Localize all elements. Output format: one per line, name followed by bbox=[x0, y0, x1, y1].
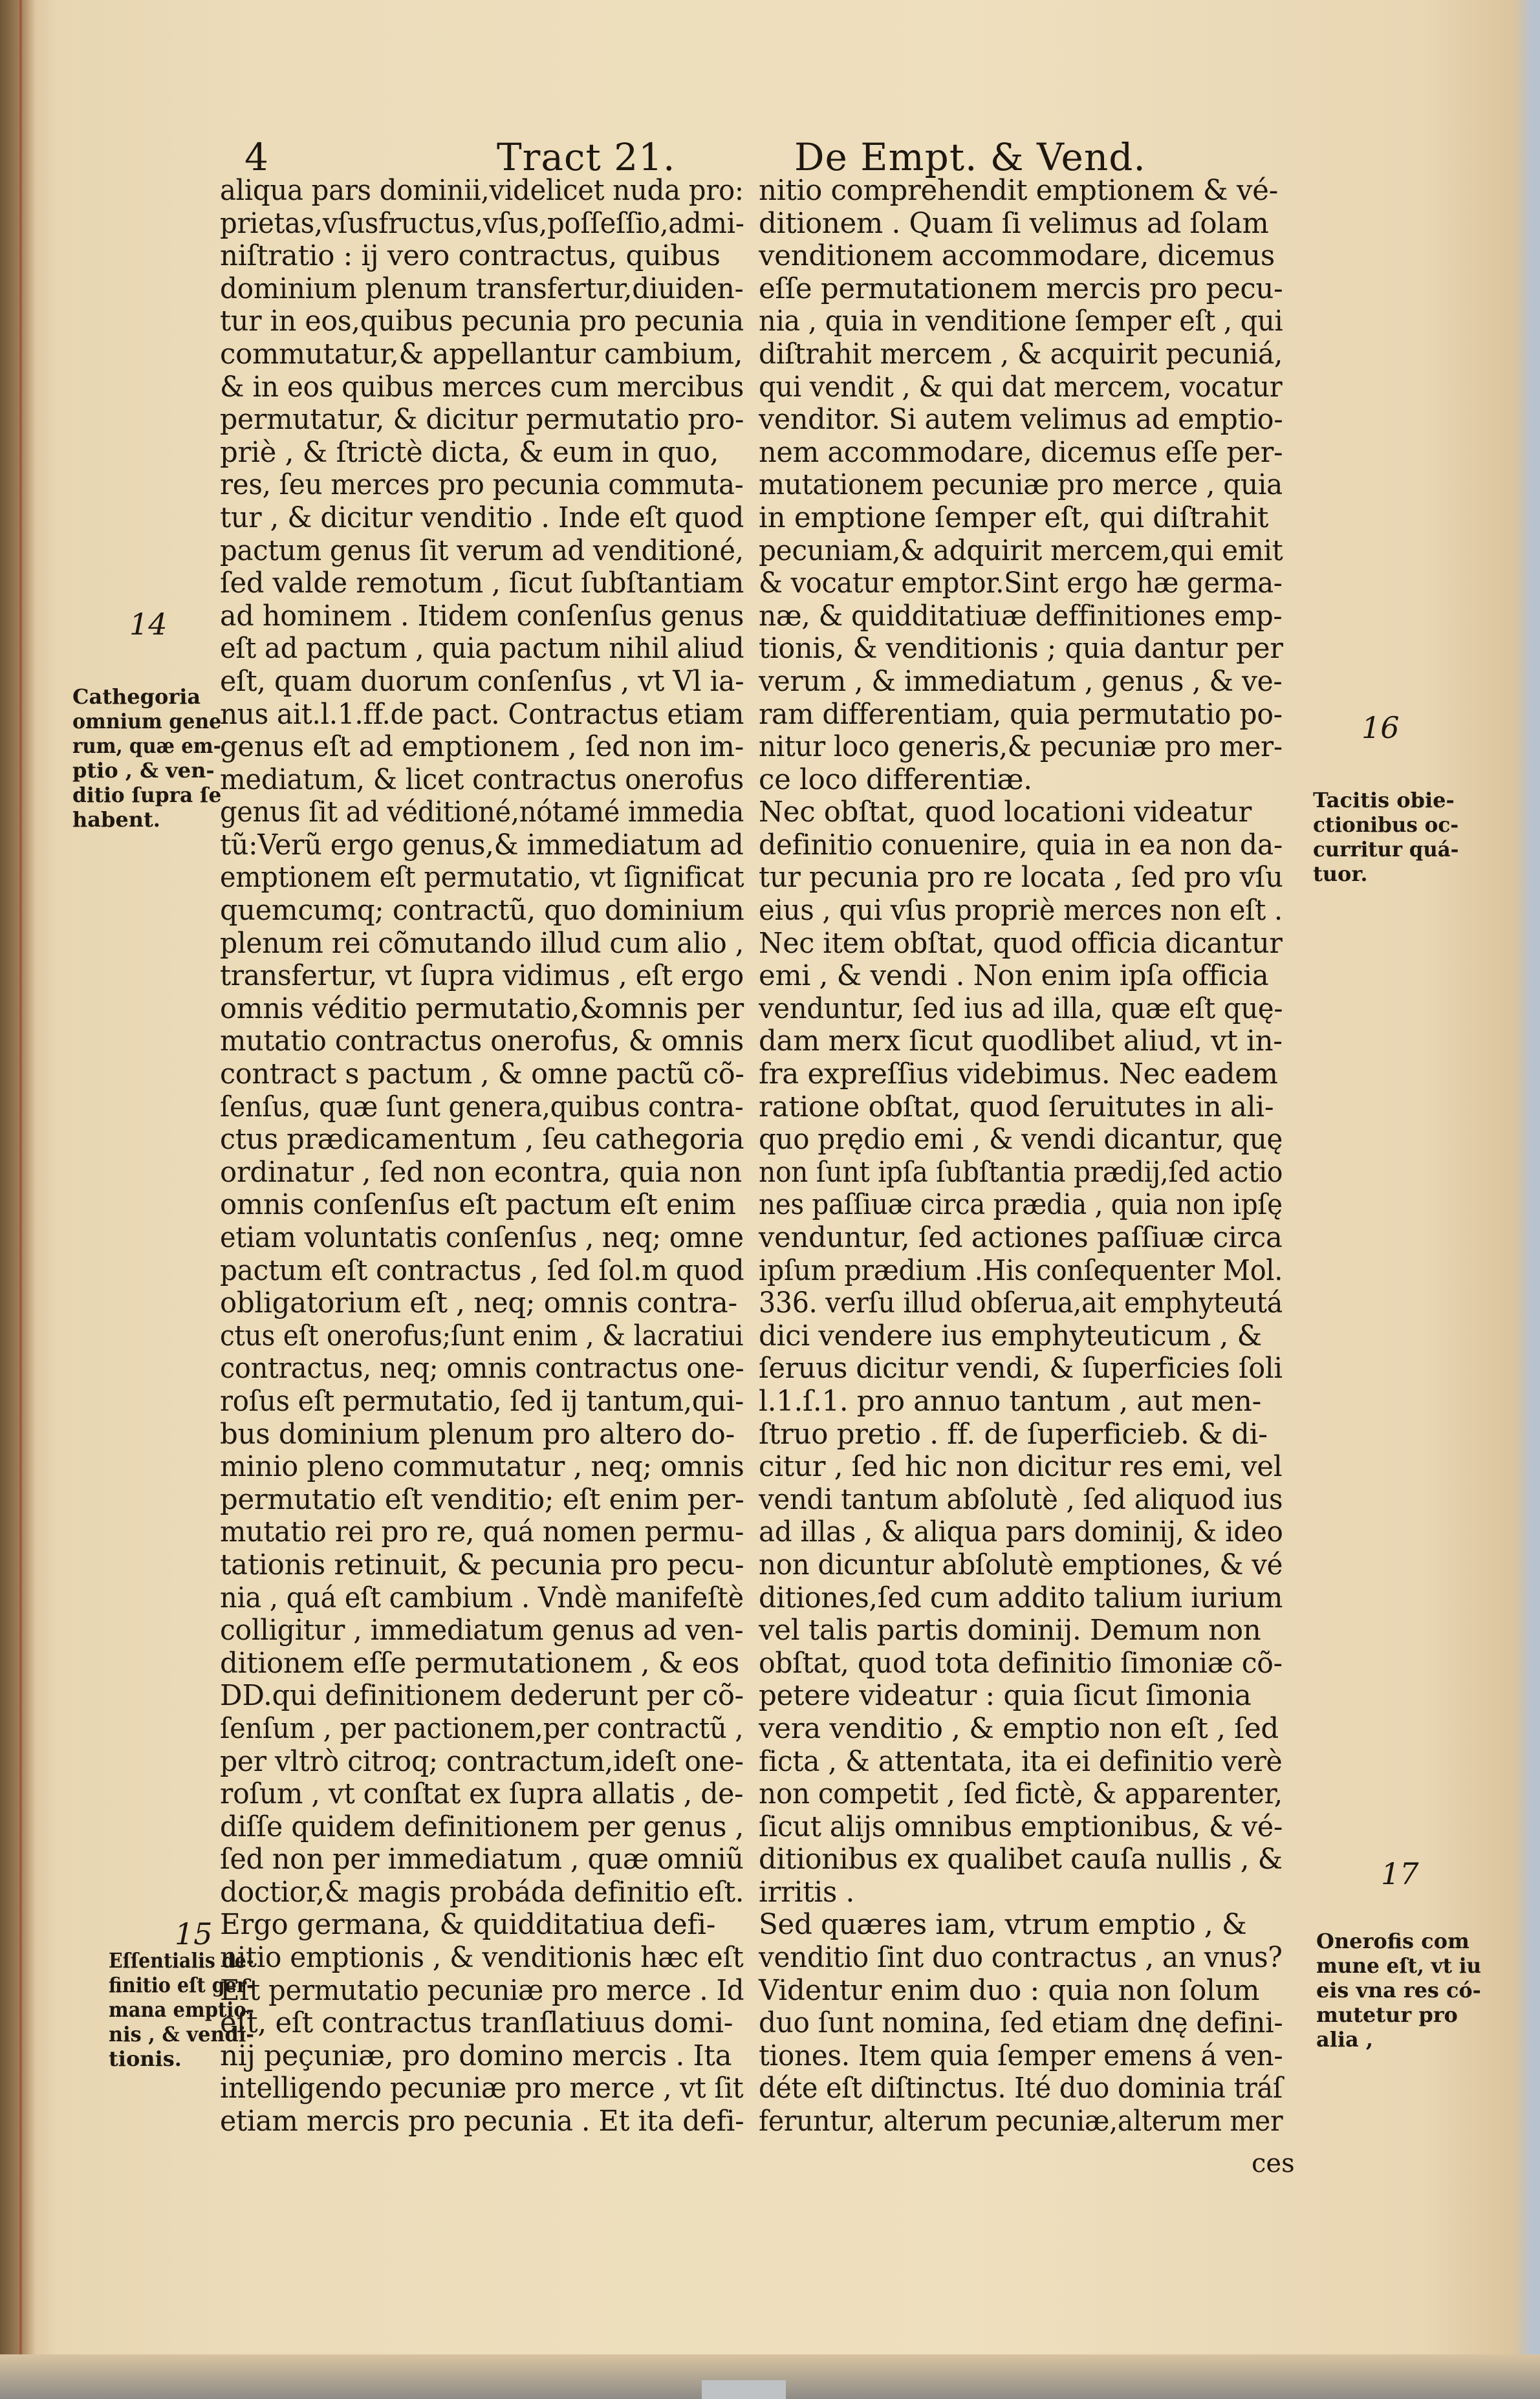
text-line: ditionem . Quam ſi velimus ad ſolam bbox=[759, 207, 1269, 240]
margin-note-line: mune eſt, vt iu bbox=[1316, 1953, 1482, 1978]
margin-note-line: habent. bbox=[72, 807, 160, 832]
text-line: ditionem eſſe permutationem , & eos bbox=[220, 1647, 740, 1680]
text-line: niſtratio : ij vero contractus, quibus bbox=[220, 240, 721, 273]
text-line: nitio emptionis , & venditionis hæc eſt bbox=[220, 1942, 744, 1975]
text-line: mediatum, & licet contractus onerofus bbox=[220, 763, 744, 796]
text-line: ſeruus dicitur vendi, & ſuperficies ſoli bbox=[759, 1352, 1283, 1385]
text-line: ce loco differentiæ. bbox=[759, 763, 1032, 796]
text-line: ditionibus ex qualibet cauſa nullis , & bbox=[759, 1843, 1283, 1876]
text-line: l.1.ſ.1. pro annuo tantum , aut men- bbox=[759, 1385, 1261, 1418]
text-line: nitur loco generis,& pecuniæ pro mer- bbox=[759, 731, 1283, 764]
text-line: 336. verſu illud obſerua,ait emphyteutá bbox=[759, 1287, 1283, 1320]
text-line: vel talis partis dominij. Demum non bbox=[759, 1614, 1261, 1647]
text-line: nia , quia in venditione ſemper eſt , qui bbox=[759, 305, 1283, 338]
text-line: feruntur, alterum pecuniæ,alterum mer bbox=[759, 2105, 1283, 2138]
text-line: ad illas , & aliqua pars dominij, & ideo bbox=[759, 1516, 1283, 1549]
margin-note-line: ctionibus oc- bbox=[1313, 812, 1459, 837]
text-line: genus ſit ad véditioné,nótamé immedia bbox=[220, 796, 744, 829]
margin-note-line: nis , & vendi- bbox=[109, 2022, 254, 2046]
text-line: eſſe permutationem mercis pro pecu- bbox=[759, 272, 1283, 305]
text-line: Nec obſtat, quod locationi videatur bbox=[759, 796, 1252, 829]
text-line: pactum genus ſit verum ad venditioné, bbox=[220, 534, 744, 567]
text-line: prietas,vſusfructus,vſus,poſſeſſio,admi- bbox=[220, 207, 744, 240]
text-line: & in eos quibus merces cum mercibus bbox=[220, 371, 744, 404]
margin-note-line: Cathegoria bbox=[72, 684, 201, 709]
text-line: mutatio contractus onerofus, & omnis bbox=[220, 1025, 744, 1058]
text-line: ordinatur , ſed non econtra, quia non bbox=[220, 1156, 742, 1189]
text-line: pactum eſt contractus , ſed ſol.m quod bbox=[220, 1254, 744, 1287]
text-line: aliqua pars dominii,videlicet nuda pro: bbox=[220, 175, 744, 207]
text-line: pecuniam,& adquirit mercem,qui emit bbox=[759, 534, 1283, 567]
text-line: diſſe quidem definitionem per genus , bbox=[220, 1810, 744, 1843]
left-text-column bbox=[220, 175, 780, 2138]
text-line: nes paſſiuæ circa prædia , quia non ipſę bbox=[759, 1189, 1283, 1222]
text-line: emi , & vendi . Non enim ipſa officia bbox=[759, 960, 1269, 993]
margin-note-line: ptio , & ven- bbox=[72, 758, 215, 783]
text-line: eſt ad pactum , quia pactum nihil aliud bbox=[220, 633, 744, 666]
text-line: venditio ſint duo contractus , an vnus? bbox=[759, 1942, 1283, 1975]
margin-note-line: mana emptio- bbox=[109, 1997, 254, 2022]
margin-note-line: Eſſentialis de- bbox=[109, 1948, 254, 1973]
text-line: Nec item obſtat, quod officia dicantur bbox=[759, 927, 1283, 960]
text-line: Eſt permutatio pecuniæ pro merce . Id bbox=[220, 1974, 744, 2007]
text-line: omnis conſenſus eſt pactum eſt enim bbox=[220, 1189, 736, 1222]
text-line: venditionem accommodare, dicemus bbox=[759, 240, 1275, 273]
text-line: definitio conuenire, quia in ea non da- bbox=[759, 829, 1283, 862]
text-line: nij peçuniæ, pro domino mercis . Ita bbox=[220, 2039, 732, 2072]
text-line: obſtat, quod tota definitio ſimoniæ cõ- bbox=[759, 1647, 1283, 1680]
text-line: DD.qui definitionem dederunt per cõ- bbox=[220, 1680, 744, 1713]
running-head-right: De Empt. & Vend. bbox=[794, 135, 1146, 179]
text-line: dam merx ſicut quodlibet aliud, vt in- bbox=[759, 1025, 1283, 1058]
text-line: ſed non per immediatum , quæ omniũ bbox=[220, 1843, 744, 1876]
book-spine-shadow bbox=[0, 0, 36, 2399]
text-line: transfertur, vt ſupra vidimus , eſt ergo bbox=[220, 960, 744, 993]
text-line: bus dominium plenum pro altero do- bbox=[220, 1418, 735, 1451]
text-line: tũ:Verũ ergo genus,& immediatum ad bbox=[220, 829, 744, 862]
text-line: qui vendit , & qui dat mercem, vocatur bbox=[759, 371, 1283, 404]
text-line: in emptione ſemper eſt, qui diſtrahit bbox=[759, 501, 1269, 534]
text-line: ſenſus, quæ ſunt genera,quibus contra- bbox=[220, 1091, 744, 1124]
text-line: plenum rei cõmutando illud cum alio , bbox=[220, 927, 744, 960]
text-line: contract s pactum , & omne pactũ cõ- bbox=[220, 1058, 744, 1091]
text-line: ficta , & attentata, ita ei definitio verè bbox=[759, 1745, 1283, 1778]
text-line: priè , & ſtrictè dicta, & eum in quo, bbox=[220, 436, 719, 469]
text-line: venduntur, ſed actiones paſſiuæ circa bbox=[759, 1222, 1283, 1254]
text-line: ad hominem . Itidem conſenſus genus bbox=[220, 600, 744, 633]
margin-number-15: 15 bbox=[175, 1916, 213, 1951]
text-line: nus ait.l.1.ff.de pact. Contractus etiam bbox=[220, 698, 744, 731]
text-line: Sed quæres iam, vtrum emptio , & bbox=[759, 1909, 1247, 1942]
margin-note-line: ditio ſupra ſe bbox=[72, 783, 222, 807]
text-line: vera venditio , & emptio non eſt , ſed bbox=[759, 1712, 1279, 1745]
text-line: non dicuntur abſolutè emptiones, & vé bbox=[759, 1548, 1283, 1581]
text-line: mutationem pecuniæ pro merce , quia bbox=[759, 469, 1283, 502]
text-line: déte eſt diſtinctus. Ité duo dominia tráſ bbox=[759, 2072, 1283, 2105]
text-line: permutatur, & dicitur permutatio pro- bbox=[220, 404, 744, 437]
margin-note-line: tionis. bbox=[109, 2046, 182, 2071]
page-number: 4 bbox=[244, 135, 269, 179]
catchword: ces bbox=[1252, 2149, 1295, 2178]
text-line: roſus eſt permutatio, ſed ij tantum,qui- bbox=[220, 1385, 744, 1418]
text-line: ſtruo pretio . ff. de ſuperficieb. & di- bbox=[759, 1418, 1268, 1451]
text-line: obligatorium eſt , neq; omnis contra- bbox=[220, 1287, 737, 1320]
text-line: venditor. Si autem velimus ad emptio- bbox=[759, 404, 1283, 437]
text-line: nia , quá eſt cambium . Vndè manifeſtè bbox=[220, 1581, 744, 1614]
text-line: mutatio rei pro re, quá nomen permu- bbox=[220, 1516, 744, 1549]
text-line: ratione obſtat, quod ſeruitutes in ali- bbox=[759, 1091, 1274, 1124]
page-right-edge bbox=[1514, 0, 1540, 2399]
text-line: per vltrò citroq; contractum,ideſt one- bbox=[220, 1745, 744, 1778]
scanner-tab bbox=[702, 2380, 786, 2399]
text-line: tur pecunia pro re locata , ſed pro vſu bbox=[759, 862, 1283, 895]
text-line: verum , & immediatum , genus , & ve- bbox=[759, 665, 1283, 698]
text-line: Videntur enim duo : quia non ſolum bbox=[759, 1974, 1260, 2007]
text-line: duo ſunt nomina, ſed etiam dnę defini- bbox=[759, 2007, 1283, 2040]
text-line: ſicut alijs omnibus emptionibus, & vé- bbox=[759, 1810, 1283, 1843]
text-line: eius , qui vſus propriè merces non eſt . bbox=[759, 895, 1283, 928]
text-line: tationis retinuit, & pecunia pro pecu- bbox=[220, 1548, 744, 1581]
text-line: genus eſt ad emptionem , ſed non im- bbox=[220, 731, 744, 764]
text-line: Ergo germana, & quidditatiua defi- bbox=[220, 1909, 716, 1942]
text-line: nitio comprehendit emptionem & vé- bbox=[759, 175, 1278, 207]
margin-number-14: 14 bbox=[129, 607, 168, 642]
text-line: ctus eſt onerofus;ſunt enim , & lacratiui bbox=[220, 1319, 744, 1352]
text-line: diſtrahit mercem , & acquirit pecuniá, bbox=[759, 338, 1283, 371]
right-text-column bbox=[759, 175, 1323, 2138]
text-line: ram differentiam, quia permutatio po- bbox=[759, 698, 1283, 731]
text-line: dominium plenum transfertur,diuiden- bbox=[220, 272, 744, 305]
text-line: colligitur , immediatum genus ad ven- bbox=[220, 1614, 744, 1647]
margin-note-line: omnium gene bbox=[72, 709, 222, 733]
margin-number-16: 16 bbox=[1361, 710, 1400, 745]
text-line: & vocatur emptor.Sint ergo hæ germa- bbox=[759, 567, 1283, 600]
text-line: tur in eos,quibus pecunia pro pecunia bbox=[220, 305, 744, 338]
text-line: venduntur, ſed ius ad illa, quæ eſt quę- bbox=[759, 992, 1283, 1025]
text-line: nem accommodare, dicemus eſſe per- bbox=[759, 436, 1283, 469]
margin-note-line: tuor. bbox=[1313, 862, 1368, 886]
margin-note-15 bbox=[109, 1948, 272, 2071]
margin-note-17 bbox=[1316, 1929, 1486, 2052]
text-line: tur , & dicitur venditio . Inde eſt quod bbox=[220, 501, 744, 534]
text-line: ctus prædicamentum , ſeu cathegoria bbox=[220, 1124, 744, 1156]
margin-note-line: finitio eſt ger- bbox=[109, 1973, 254, 1997]
running-head-left: Tract 21. bbox=[497, 135, 676, 179]
spine-red-rule bbox=[19, 0, 22, 2399]
text-line: dici vendere ius emphyteuticum , & bbox=[759, 1319, 1262, 1352]
text-line: roſum , vt conſtat ex ſupra allatis , de- bbox=[220, 1778, 744, 1811]
text-line: petere videatur : quia ſicut ſimonia bbox=[759, 1680, 1252, 1713]
text-line: ſenſum , per pactionem,per contractũ , bbox=[220, 1712, 744, 1745]
margin-note-line: rum, quæ em- bbox=[72, 733, 221, 758]
margin-note-14 bbox=[72, 684, 235, 832]
text-line: intelligendo pecuniæ pro merce , vt ſit bbox=[220, 2072, 744, 2105]
text-line: fra expreſſius videbimus. Nec eadem bbox=[759, 1058, 1278, 1091]
text-line: ipſum prædium .His conſequenter Mol. bbox=[759, 1254, 1283, 1287]
text-line: irritis . bbox=[759, 1876, 855, 1909]
text-line: commutatur,& appellantur cambium, bbox=[220, 338, 743, 371]
text-line: doctior,& magis probáda definitio eſt. bbox=[220, 1876, 744, 1909]
text-line: non competit , ſed fictè, & apparenter, bbox=[759, 1778, 1283, 1811]
text-line: tiones. Item quia ſemper emens á ven- bbox=[759, 2039, 1283, 2072]
margin-note-line: mutetur pro bbox=[1316, 2003, 1458, 2027]
margin-note-16 bbox=[1313, 788, 1464, 886]
text-line: omnis véditio permutatio,&omnis per bbox=[220, 992, 744, 1025]
text-line: etiam mercis pro pecunia . Et ita defi- bbox=[220, 2105, 744, 2138]
text-line: non ſunt ipſa ſubſtantia prædij,ſed actio bbox=[759, 1156, 1283, 1189]
margin-note-line: Tacitis obie- bbox=[1313, 788, 1455, 812]
text-line: permutatio eſt venditio; eſt enim per- bbox=[220, 1483, 744, 1516]
text-line: quemcumq; contractũ, quo dominium bbox=[220, 895, 744, 928]
text-line: citur , ſed hic non dicitur res emi, vel bbox=[759, 1451, 1283, 1484]
text-line: quo prędio emi , & vendi dicantur, quę bbox=[759, 1124, 1283, 1156]
text-line: tionis, & venditionis ; quia dantur per bbox=[759, 633, 1283, 666]
text-line: næ, & quidditatiuæ deffinitiones emp- bbox=[759, 600, 1283, 633]
text-line: emptionem eſt permutatio, vt ſignificat bbox=[220, 862, 744, 895]
text-line: vendi tantum abſolutè , ſed aliquod ius bbox=[759, 1483, 1283, 1516]
margin-number-17: 17 bbox=[1381, 1856, 1419, 1891]
margin-note-line: alia , bbox=[1316, 2027, 1374, 2052]
margin-note-line: eis vna res có- bbox=[1316, 1978, 1481, 2003]
text-line: ditiones,ſed cum addito talium iurium bbox=[759, 1581, 1283, 1614]
text-line: res, ſeu merces pro pecunia commuta- bbox=[220, 469, 744, 502]
text-line: eſt, eſt contractus tranſlatiuus domi- bbox=[220, 2007, 733, 2040]
text-line: etiam voluntatis conſenſus , neq; omne bbox=[220, 1222, 744, 1254]
text-line: ſed valde remotum , ſicut ſubſtantiam bbox=[220, 567, 744, 600]
text-line: contractus, neq; omnis contractus one- bbox=[220, 1352, 744, 1385]
text-line: eſt, quam duorum conſenſus , vt Vl ia- bbox=[220, 665, 744, 698]
margin-note-line: Onerofis com bbox=[1316, 1929, 1470, 1953]
margin-note-line: curritur quá- bbox=[1313, 837, 1459, 862]
text-line: minio pleno commutatur , neq; omnis bbox=[220, 1451, 744, 1484]
